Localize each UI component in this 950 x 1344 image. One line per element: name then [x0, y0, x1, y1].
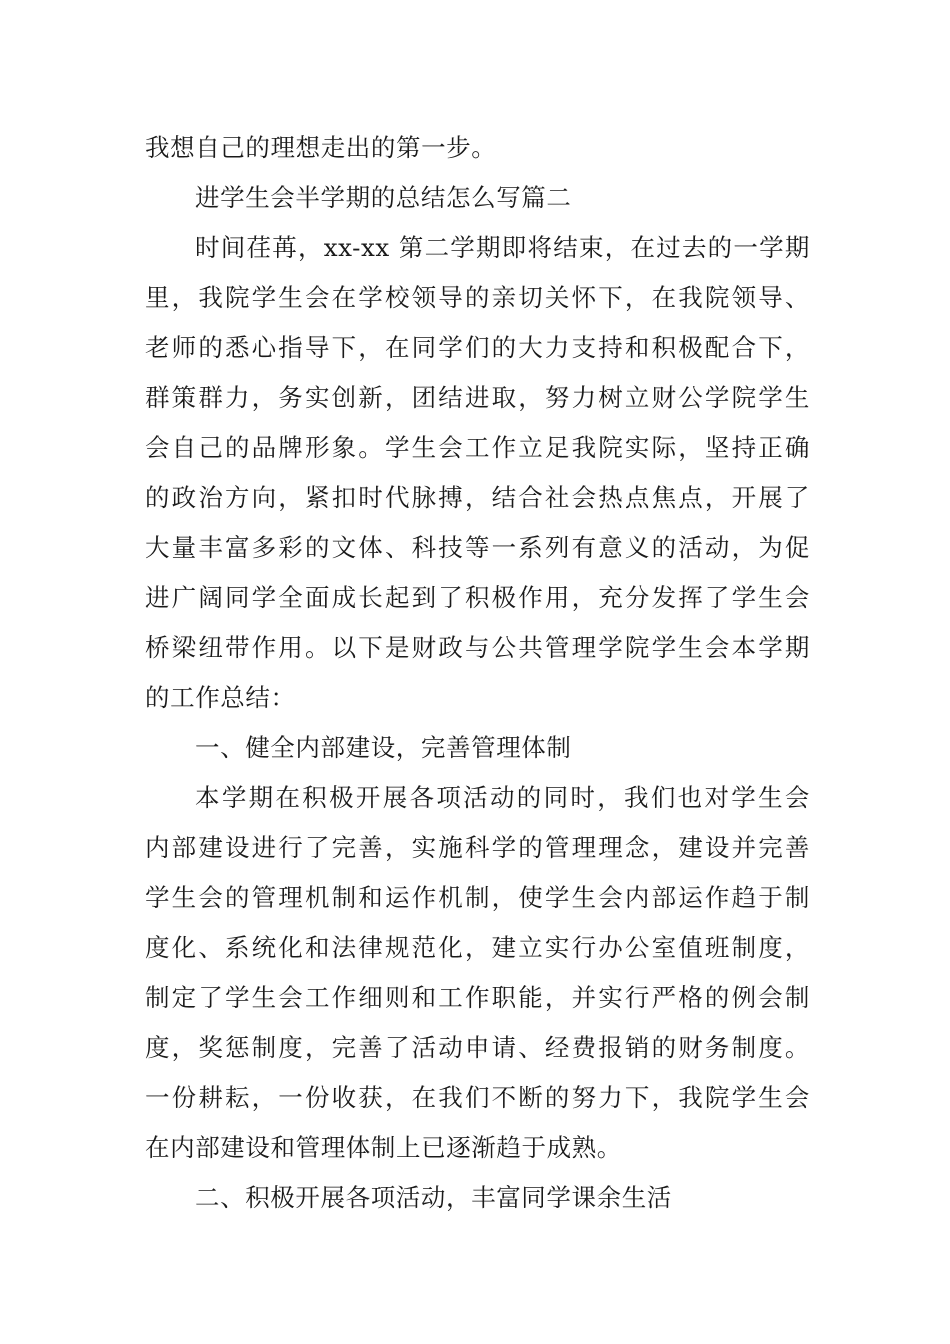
text-line: 学生会的管理机制和运作机制，使学生会内部运作趋于制 — [145, 883, 810, 912]
text-line: 的工作总结： — [145, 683, 296, 712]
text-line: 大量丰富多彩的文体、科技等一系列有意义的活动，为促 — [145, 533, 810, 562]
text-line: 在内部建设和管理体制上已逐渐趋于成熟。 — [145, 1133, 622, 1162]
text-line: 我想自己的理想走出的第一步。 — [145, 133, 497, 162]
section-heading: 进学生会半学期的总结怎么写篇二 — [195, 183, 572, 212]
text-line: 群策群力，务实创新，团结进取，努力树立财公学院学生 — [145, 383, 810, 412]
text-line: 度，奖惩制度，完善了活动申请、经费报销的财务制度。 — [145, 1033, 810, 1062]
text-line: 时间荏苒，xx-xx 第二学期即将结束，在过去的一学期 — [195, 233, 810, 262]
text-line: 度化、系统化和法律规范化，建立实行办公室值班制度， — [145, 933, 810, 962]
text-line: 制定了学生会工作细则和工作职能，并实行严格的例会制 — [145, 983, 810, 1012]
section-heading: 二、积极开展各项活动，丰富同学课余生活 — [195, 1183, 672, 1212]
text-line: 的政治方向，紧扣时代脉搏，结合社会热点焦点，开展了 — [145, 483, 810, 512]
text-line: 会自己的品牌形象。学生会工作立足我院实际，坚持正确 — [145, 433, 810, 462]
text-line: 本学期在积极开展各项活动的同时，我们也对学生会 — [195, 783, 810, 812]
text-line: 一份耕耘，一份收获，在我们不断的努力下，我院学生会 — [145, 1083, 810, 1112]
section-heading: 一、健全内部建设，完善管理体制 — [195, 733, 572, 762]
text-line: 桥梁纽带作用。以下是财政与公共管理学院学生会本学期 — [145, 633, 810, 662]
text-line: 里，我院学生会在学校领导的亲切关怀下，在我院领导、 — [145, 283, 810, 312]
text-line: 进广阔同学全面成长起到了积极作用，充分发挥了学生会 — [145, 583, 810, 612]
text-line: 内部建设进行了完善，实施科学的管理理念，建设并完善 — [145, 833, 810, 862]
text-line: 老师的悉心指导下，在同学们的大力支持和积极配合下， — [145, 333, 810, 362]
